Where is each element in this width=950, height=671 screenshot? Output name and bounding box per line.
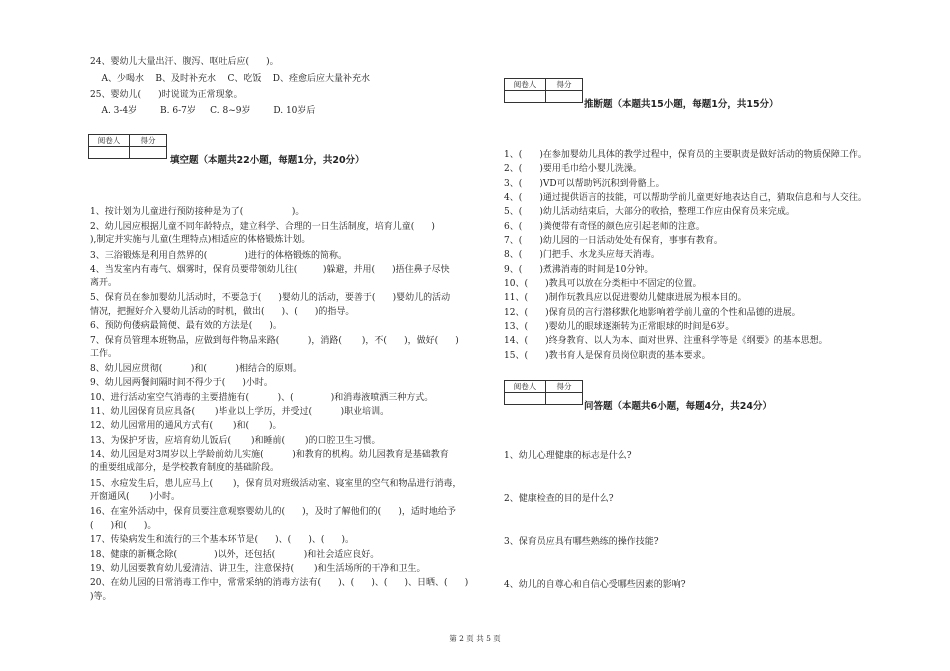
fill-line: 13、为保护牙齿，应培育幼儿饭后( )和睡前( )的口腔卫生习惯。 — [90, 436, 381, 446]
judge-line: 4、( )通过提供语言的技能，可以帮助学前儿童更好地表达自己，猜取信息和与人交往。 — [504, 193, 867, 203]
fill-line: 14、幼儿园是对3周岁以上学龄前幼儿实施( )和教育的机构。幼儿园教育是基础教育 — [90, 450, 449, 460]
judge-line: 5、( )幼儿活动结束后，大部分的收拾，整理工作应由保育员来完成。 — [504, 207, 795, 217]
score-header-grader: 阅卷人 — [505, 79, 546, 91]
score-table-qa — [504, 380, 583, 405]
score-table-judge — [504, 78, 583, 103]
fill-line: 2、幼儿园应根据儿童不同年龄特点，建立科学、合理的一日生活制度，培育儿童( ) — [90, 222, 435, 232]
judge-line: 7、( )幼儿园的一日活动处处有保育，事事有教育。 — [504, 236, 723, 246]
question-25: 25、婴幼儿( )时说谎为正常现象。 — [90, 90, 243, 100]
qa-line: 3、保育员应具有哪些熟练的操作技能? — [504, 537, 659, 547]
qa-line: 1、幼儿心理健康的标志是什么? — [504, 451, 632, 461]
fill-line: 9、幼儿园两餐间隔时间不得少于( )小时。 — [90, 378, 273, 388]
score-header-score: 得分 — [546, 381, 583, 393]
qa-line: 4、幼儿的自尊心和自信心受哪些因素的影响? — [504, 580, 686, 590]
score-header-score: 得分 — [546, 79, 583, 91]
fill-line: 17、传染病发生和流行的三个基本环节是( )、( )、( )。 — [90, 535, 355, 545]
fill-line: 20、在幼儿园的日常消毒工作中，常常采纳的消毒方法有( )、( )、( )、日晒、( ) — [90, 578, 469, 588]
judge-line: 10、( )教具可以放在分类柜中不固定的位置。 — [504, 279, 702, 289]
page-footer: 第 2 页 共 5 页 — [449, 634, 501, 643]
judge-line: 12、( )保育员的言行潜移默化地影响着学前儿童的个性和品德的进展。 — [504, 308, 801, 318]
fill-line: 8、幼儿园应贯彻( )和( )相结合的原则。 — [90, 364, 302, 374]
judge-line: 14、( )终身教育、以人为本、面对世界、注重科学等是《纲要》的基本思想。 — [504, 336, 828, 346]
judge-line: 6、( )粪便带有奇怪的颜色应引起老师的注意。 — [504, 222, 705, 232]
question-24-options: A、少喝水 B、及时补充水 C、吃饭 D、痊愈后应大量补充水 — [90, 74, 370, 84]
score-header-grader: 阅卷人 — [505, 381, 546, 393]
fill-line: 12、幼儿园常用的通风方式有( )和( )。 — [90, 421, 282, 431]
fill-line: 16、在室外活动中，保育员要注意观察婴幼儿的( )，及时了解他们的( )，适时地给予 — [90, 507, 456, 517]
fill-line: 4、当发室内有毒气、烟雾时，保育员要带领幼儿往( )躲避，并用( )捂住鼻子尽快 — [90, 265, 450, 275]
judge-line: 9、( )煮沸消毒的时间是10分钟。 — [504, 265, 654, 275]
fill-line: 开窗通风( )小时。 — [90, 492, 181, 502]
qa-section-title: 问答题（本题共6小题，每题4分，共24分） — [584, 401, 772, 412]
judge-line: 13、( )婴幼儿的眼球逐渐转为正常眼球的时间是6岁。 — [504, 322, 735, 332]
judge-section-title: 推断题（本题共15小题，每题1分，共15分） — [584, 99, 779, 110]
score-table-fill — [88, 134, 167, 159]
fill-section-title: 填空题（本题共22小题，每题1分，共20分） — [170, 155, 365, 166]
fill-line: 11、幼儿园保育员应具备( )毕业以上学历，并受过( )职业培训。 — [90, 407, 390, 417]
fill-line: 7、保育员管理本班物品，应做到每件物品来路( )，消路( )，不( )，做好( ) — [90, 336, 459, 346]
fill-line: 情况，把握好介入婴幼儿活动的时机，做出( )、( )的指导。 — [90, 307, 355, 317]
fill-line: 18、健康的新概念除( )以外，还包括( )和社会适应良好。 — [90, 550, 380, 560]
qa-line: 2、健康检查的目的是什么? — [504, 494, 614, 504]
fill-line: 15、水痘发生后，患儿应马上( )，保育员对班级活动室、寝室里的空气和物品进行消毒， — [90, 479, 462, 489]
fill-line: )等。 — [90, 592, 112, 602]
judge-line: 2、( )要用毛巾给小婴儿洗澡。 — [504, 164, 642, 174]
fill-line: ( )和( )。 — [90, 521, 157, 531]
fill-line: 3、三浴锻炼是利用自然界的( )进行的体格锻炼的简称。 — [90, 251, 347, 261]
score-header-score: 得分 — [130, 135, 167, 147]
fill-line: 工作。 — [90, 349, 118, 359]
question-24: 24、婴幼儿大量出汗、腹泻、呕吐后应( )。 — [90, 57, 279, 67]
fill-line: 6、预防佝偻病最简便、最有效的方法是( )。 — [90, 321, 282, 331]
fill-line: 的重要组成部分，是学校教育制度的基础阶段。 — [90, 463, 280, 473]
fill-line: 5、保育员在参加婴幼儿活动时，不要急于( )婴幼儿的活动，要善于( )婴幼儿的活动 — [90, 293, 451, 303]
score-header-grader: 阅卷人 — [89, 135, 130, 147]
fill-line: 离开。 — [90, 278, 118, 288]
fill-line: 19、幼儿园要教育幼儿爱清洁、讲卫生，注意保持( )和生活场所的干净和卫生。 — [90, 564, 426, 574]
fill-line: 1、按计划为儿童进行预防接种是为了( )。 — [90, 207, 305, 217]
judge-line: 8、( )门把手、水龙头应每天消毒。 — [504, 250, 660, 260]
judge-line: 15、( )教书育人是保育员岗位职责的基本要求。 — [504, 351, 711, 361]
judge-line: 11、( )制作玩教具应以促进婴幼儿健康进展为根本目的。 — [504, 293, 747, 303]
fill-line: ),制定并实施与儿童(生理特点)相适应的体格锻炼计划。 — [90, 235, 311, 245]
judge-line: 3、( )VD可以帮助钙沉积到骨骼上。 — [504, 179, 665, 189]
judge-line: 1、( )在参加婴幼儿具体的教学过程中，保育员的主要职责是做好活动的物质保障工作。 — [504, 150, 867, 160]
question-25-options: A. 3-4岁 B. 6-7岁 C. 8~9岁 D. 10岁后 — [90, 106, 316, 116]
fill-line: 10、进行活动室空气消毒的主要措施有( )、( )和消毒液喷洒三种方式。 — [90, 393, 434, 403]
